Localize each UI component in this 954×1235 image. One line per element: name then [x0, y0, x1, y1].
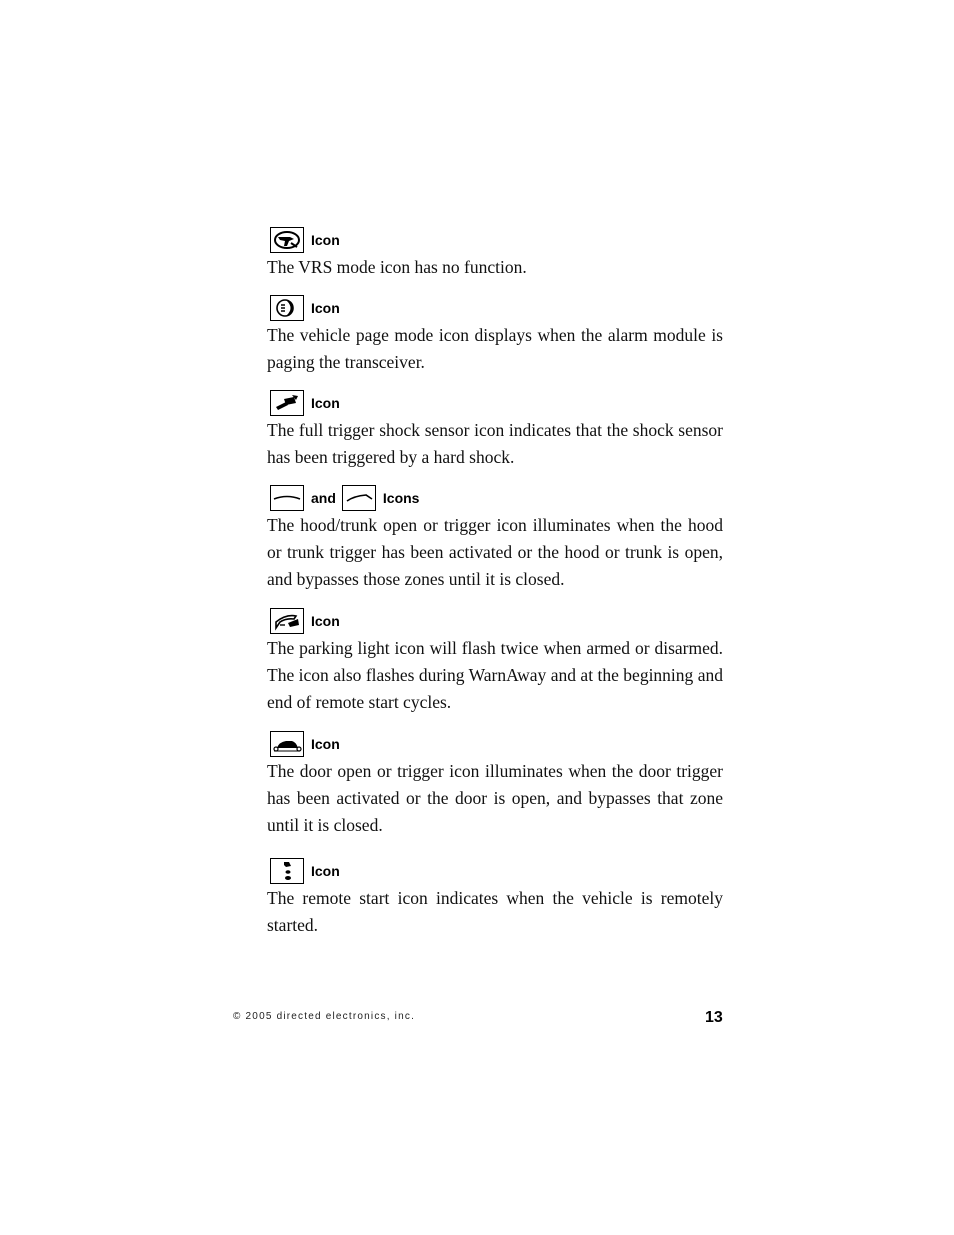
section-heading [267, 857, 723, 885]
vehicle-page-mode-icon [270, 295, 304, 321]
vrs-mode-icon [270, 227, 304, 253]
section-door-open [267, 730, 723, 839]
parking-light-icon [270, 608, 304, 634]
section-heading-label: Icons [382, 490, 420, 506]
section-text: The hood/trunk open or trigger icon illuminates when the hood or trunk trigger has been activated or the hood or trunk is open, and bypasses those zones until it is closed. [267, 515, 723, 589]
section-text: The VRS mode icon has no function. [267, 257, 527, 277]
section-parking-light [267, 607, 723, 716]
remote-start-icon [270, 858, 304, 884]
full-trigger-shock-icon [270, 390, 304, 416]
section-heading [267, 484, 723, 512]
trunk-icon [342, 485, 376, 511]
section-heading-label: Icon [311, 736, 340, 752]
section-heading [267, 607, 723, 635]
section-full-trigger-shock [267, 389, 723, 471]
section-heading [267, 294, 723, 322]
section-heading [267, 389, 723, 417]
section-vrs-mode [267, 226, 723, 281]
hood-icon [270, 485, 304, 511]
section-hood-trunk [267, 484, 723, 593]
section-text: The door open or trigger icon illuminates when the door trigger has been activated or the door is open, and bypasses that zone until it is closed. [267, 761, 723, 835]
footer-copyright: © 2005 directed electronics, inc. [233, 1011, 416, 1022]
page-number: 13 [705, 1009, 723, 1026]
section-heading [267, 730, 723, 758]
section-heading-label: Icon [311, 613, 340, 629]
section-heading-label: Icon [311, 863, 340, 879]
section-heading [267, 226, 723, 254]
section-heading-label: Icon [311, 395, 340, 411]
section-heading-label: Icon [311, 300, 340, 316]
section-heading-and: and [311, 490, 336, 506]
section-vehicle-page-mode [267, 294, 723, 376]
section-text: The parking light icon will flash twice when armed or disarmed. The icon also flashes during WarnAway and at the beginning and end of remote start cycles. [267, 638, 723, 712]
section-heading-label: Icon [311, 232, 340, 248]
section-text: The vehicle page mode icon displays when the alarm module is paging the transceiver. [267, 325, 723, 372]
section-text: The remote start icon indicates when the vehicle is remotely started. [267, 888, 723, 935]
door-open-icon [270, 731, 304, 757]
section-text: The full trigger shock sensor icon indicates that the shock sensor has been triggered by a hard shock. [267, 420, 723, 467]
section-remote-start [267, 857, 723, 939]
